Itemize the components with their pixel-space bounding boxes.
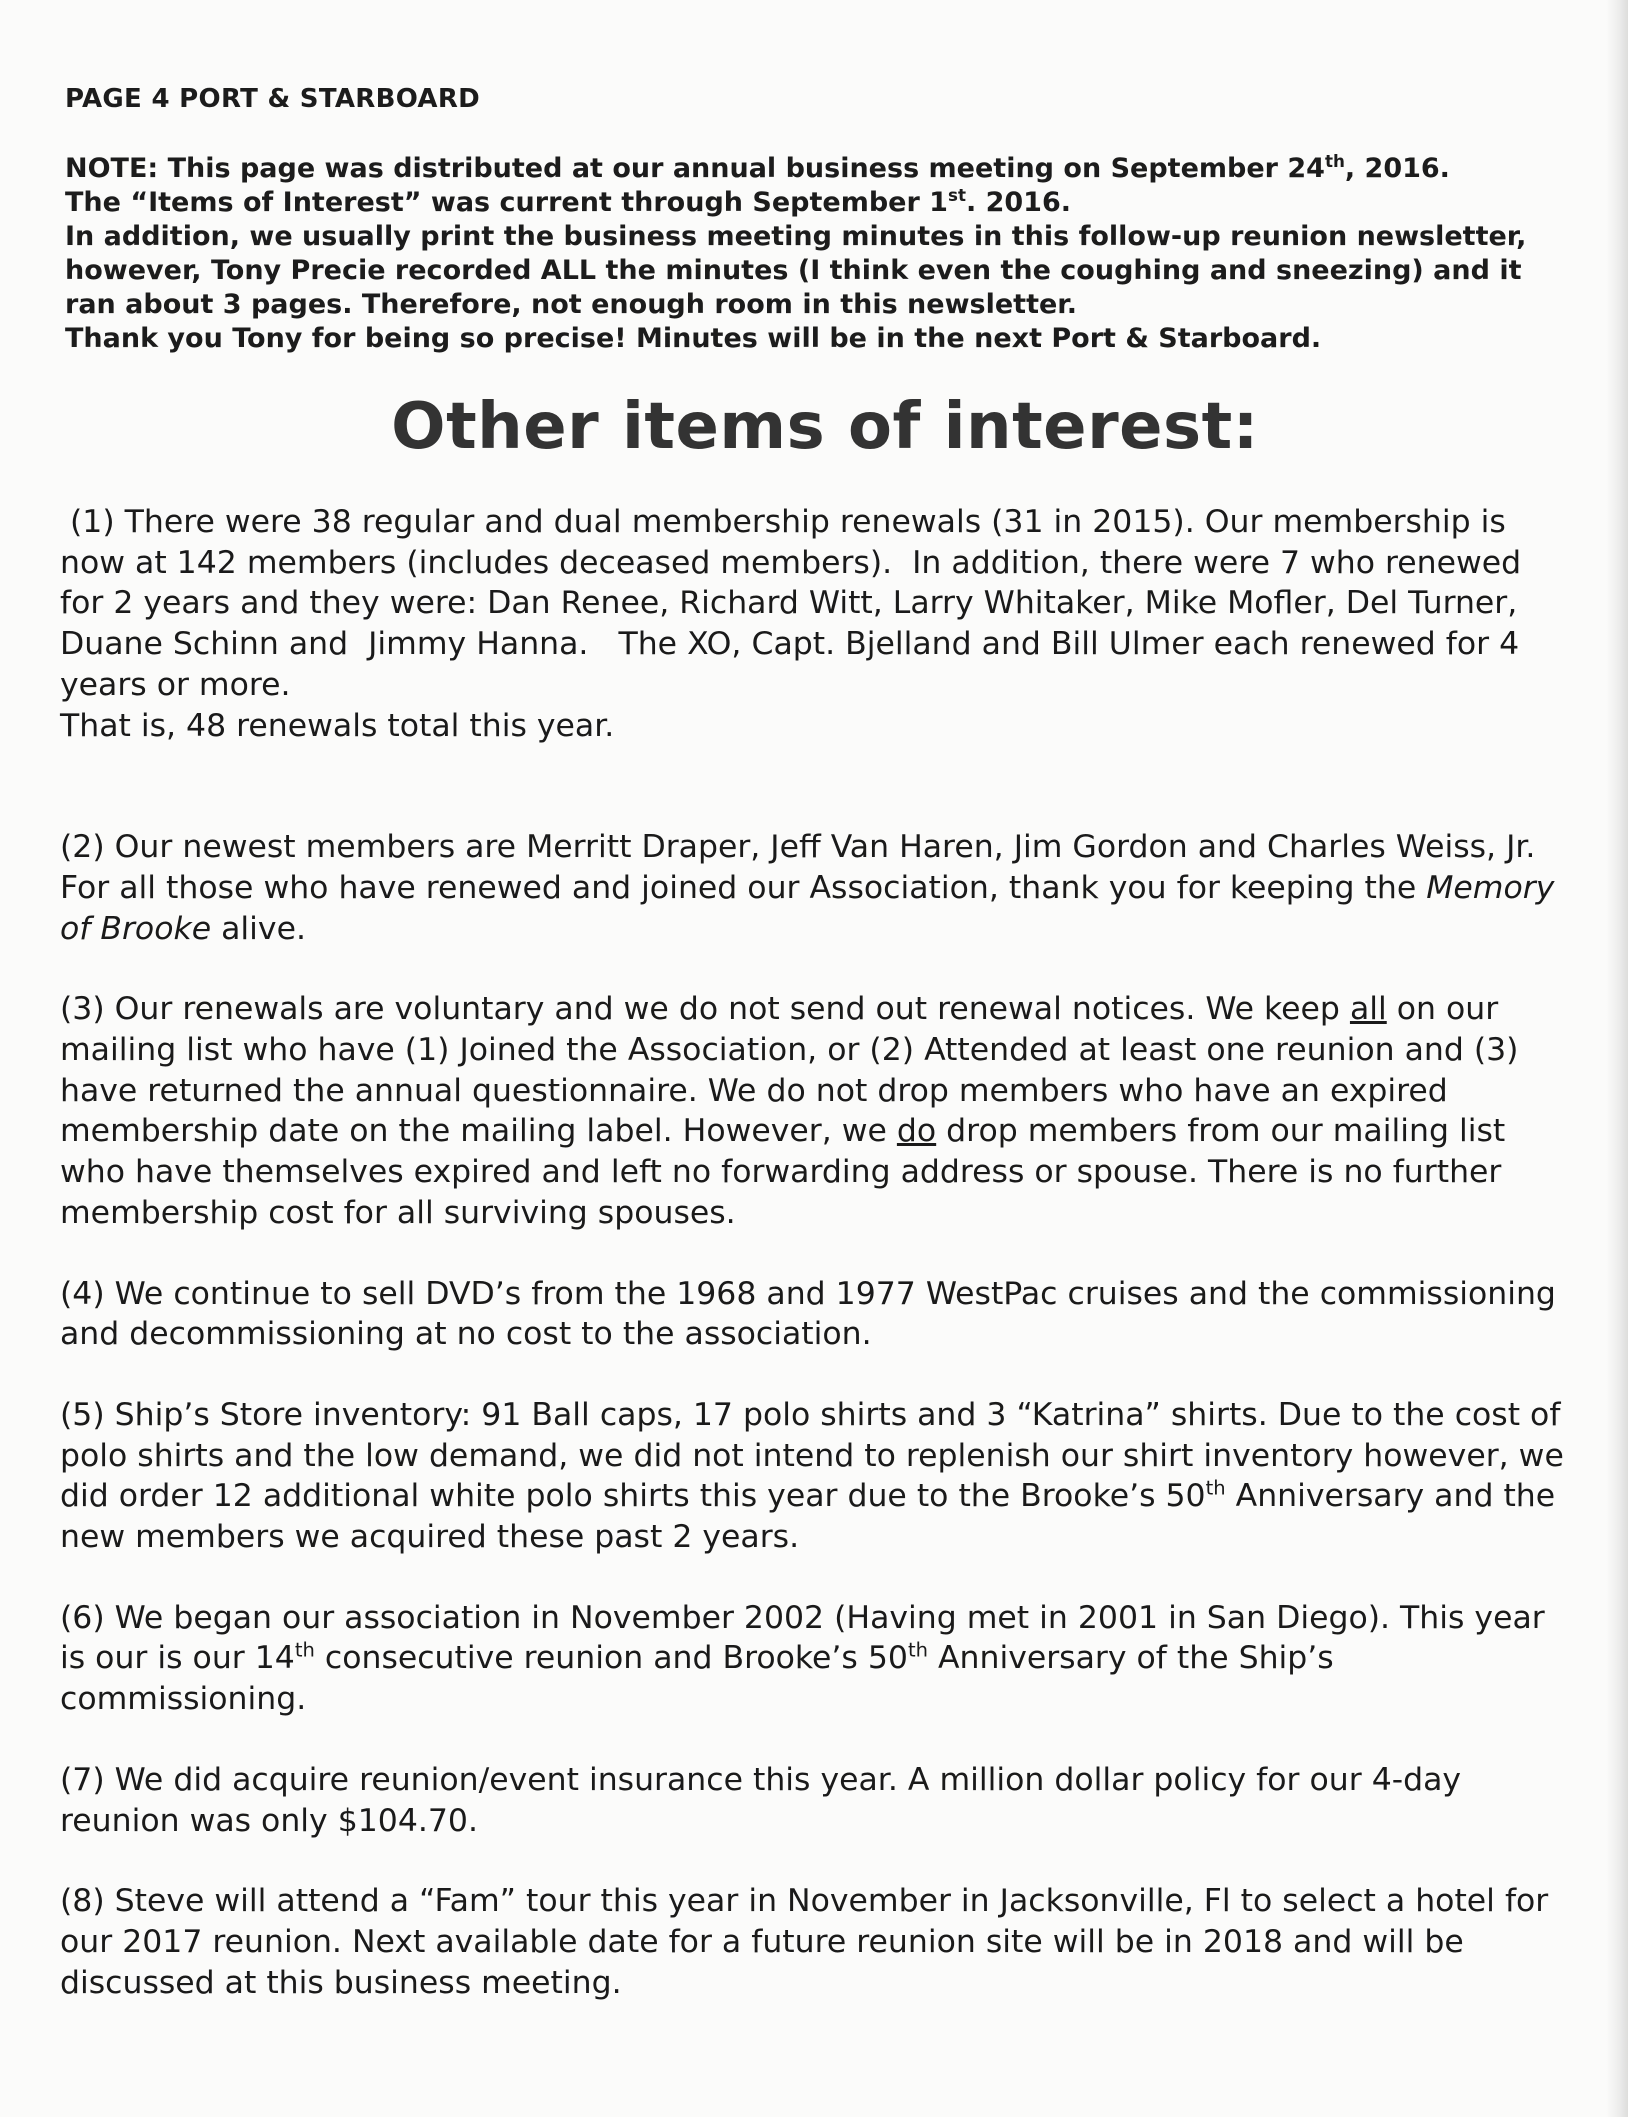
item-7 [60, 1760, 1570, 1841]
memory-of-brooke: Memory of Brooke [60, 869, 1555, 947]
items-list [60, 502, 1570, 2003]
page-title: Other items of interest: [391, 390, 1259, 464]
item-8 [60, 1881, 1570, 2003]
item-3 [60, 989, 1570, 1233]
item-6-text: (6) We began our association in November 2002 (Having met in 2001 in San Diego). This year is our is our 14th consecutive reunion and Brooke’s 50th Anniversary of the Ship’s commissioning. [60, 1599, 1545, 1718]
note-thanks: Thank you Tony for being so precise! Minutes will be in the next Port & Starboard. [65, 323, 1322, 354]
item-5-text: (5) Ship’s Store inventory: 91 Ball caps, 17 polo shirts and 3 “Katrina” shirts. Due to the cost of polo shirts and the low demand, we did not intend to replenish our shirt inventory however, we did order 12 additional white polo shirts this year due to the Brooke’s 50th Anniversary and the new members we acquired these past 2 years. [60, 1396, 1564, 1556]
item-4-text: (4) We continue to sell DVD’s from the 1968 and 1977 WestPac cruises and the commissioning and decommissioning at no cost to the association. [60, 1275, 1556, 1353]
item-2-thanks: For all those who have renewed and joined our Association, thank you for keeping the Memory of Brooke alive. [60, 869, 1555, 947]
meeting-note [65, 152, 1565, 356]
item-2 [60, 827, 1570, 949]
page-header: PAGE 4 PORT & STARBOARD [65, 84, 481, 114]
note-body: In addition, we usually print the business meeting minutes in this follow-up reunion newsletter, however, Tony Precie recorded ALL the minutes (I think even the coughing and sneezing) and it ran about 3 pages. Therefore, not enough room in this newsletter. [65, 221, 1527, 320]
item-1-total: That is, 48 renewals total this year. [60, 707, 615, 744]
item-1 [60, 502, 1570, 746]
item-7-text: (7) We did acquire reunion/event insurance this year. A million dollar policy for our 4-day reunion was only $104.70. [60, 1761, 1462, 1839]
note-line-1: NOTE: This page was distributed at our annual business meeting on September 24th, 2016. [65, 151, 1450, 184]
page-edge-shadow [1606, 0, 1628, 2117]
item-4 [60, 1274, 1570, 1355]
note-line-2: The “Items of Interest” was current through September 1st. 2016. [65, 185, 1072, 218]
item-2-text: (2) Our newest members are Merritt Draper, Jeff Van Haren, Jim Gordon and Charles Weiss, Jr. [60, 829, 1536, 866]
item-8-text: (8) Steve will attend a “Fam” tour this year in November in Jacksonville, Fl to select a hotel for our 2017 reunion. Next available date for a future reunion site will be in 2018 and will be discussed at this business meeting. [60, 1883, 1549, 2001]
item-5 [60, 1395, 1570, 1558]
item-1-text: (1) There were 38 regular and dual membership renewals (31 in 2015). Our membership is now at 142 members (includes deceased members). In addition, there were 7 who renewed for 2 years and they were: Dan Renee, Richard Witt, Larry Whitaker, Mike Mofler, Del Turner, Duane Schinn and Jimmy Hanna. The XO, Capt. Bjelland and Bill Ulmer each renewed for 4 years or more. [60, 504, 1532, 703]
item-3-text: (3) Our renewals are voluntary and we do not send out renewal notices. We keep all on our mailing list who have (1) Joined the Association, or (2) Attended at least one reunion and (3) have returned the annual questionnaire. We do not drop members who have an expired membership date on the mailing label. However, we do drop members from our mailing list who have themselves expired and left no forwarding address or spouse. There is no further membership cost for all surviving spouses. [60, 991, 1519, 1231]
item-6 [60, 1598, 1570, 1720]
